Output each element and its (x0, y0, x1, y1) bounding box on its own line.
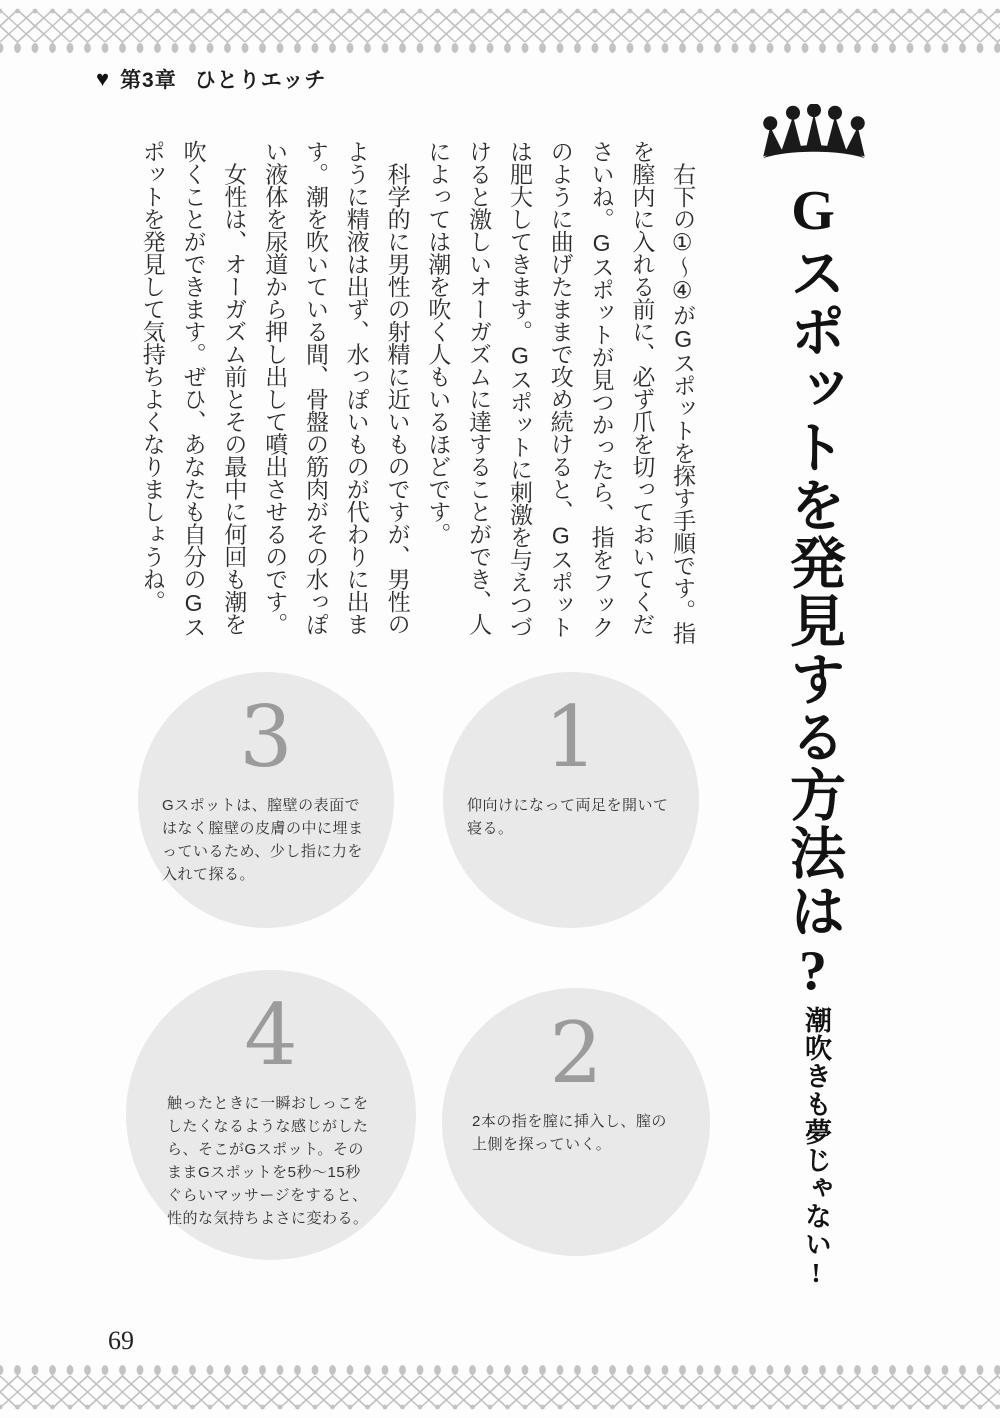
crown-icon (761, 104, 867, 160)
body-column: さいね。Gスポットが見つかったら、指をフック (588, 140, 615, 638)
body-column: を膣内に入れる前に、必ず爪を切っておいてくだ (629, 140, 656, 635)
chapter-header (96, 64, 326, 94)
step-number: 1 (544, 688, 598, 786)
step-text: 仰向けになって両足を開いて寝る。 (467, 797, 669, 837)
heart-icon: ♥ (96, 66, 111, 91)
body-column: 右下の①〜④がGスポットを探す手順です。指 (670, 140, 697, 644)
body-column: い液体を尿道から押し出して噴出させるのです。 (262, 140, 289, 635)
step-number: 2 (549, 1004, 603, 1102)
step-circle-3 (138, 672, 394, 928)
lace-border-bottom (0, 1364, 1000, 1410)
body-column: のように曲げたままで攻め続けると、Gスポット (547, 140, 574, 638)
body-column: は肥大してきます。Gスポットに刺激を与えつづ (506, 140, 533, 638)
body-column: ポットを発見して気持ちよくなりましょうね。 (139, 140, 166, 613)
chapter-title: ひとりエッチ (194, 69, 327, 92)
step-number: 3 (239, 688, 293, 786)
body-column: 科学的に男性の射精に近いものですが、男性の (384, 140, 411, 635)
page-number: 69 (108, 1326, 134, 1355)
page-subtitle: 潮吹きも夢じゃない! (801, 1006, 831, 1289)
body-column: けると激しいオーガズムに達することができ、人 (466, 140, 493, 635)
step-circle-1 (443, 672, 699, 928)
lace-border-top (0, 8, 1000, 54)
step-text: 触ったときに一瞬おしっこをしたくなるような感じがしたら、そこがGスポット。そのままGスポットを5秒〜15秒ぐらいマッサージをすると、性的な気持ちよさに変わる。 (167, 1095, 369, 1227)
body-column: によっては潮を吹く人もいるほどです。 (425, 140, 452, 545)
body-column: 吹くことができます。ぜひ、あなたも自分のGス (180, 140, 207, 638)
step-number: 4 (244, 986, 298, 1084)
body-column: す。潮を吹いている間、骨盤の筋肉がその水っぽ (302, 140, 329, 635)
chapter-label: 第3章 (120, 69, 177, 92)
step-text: 2本の指を膣に挿入し、膣の上側を探っていく。 (472, 1113, 667, 1153)
body-text (132, 140, 703, 652)
body-column: 女性は、オーガズム前とその最中に何回も潮を (221, 140, 248, 635)
page-title: Gスポットを発見する方法は? (782, 180, 844, 1004)
step-text: Gスポットは、膣壁の表面ではなく膣壁の皮膚の中に埋まっているため、少し指に力を入れて探る。 (162, 797, 364, 883)
step-circle-2 (442, 988, 710, 1256)
body-column: ように精液は出ず、水っぽいものが代わりに出ま (343, 140, 370, 635)
step-circle-4 (126, 970, 416, 1260)
